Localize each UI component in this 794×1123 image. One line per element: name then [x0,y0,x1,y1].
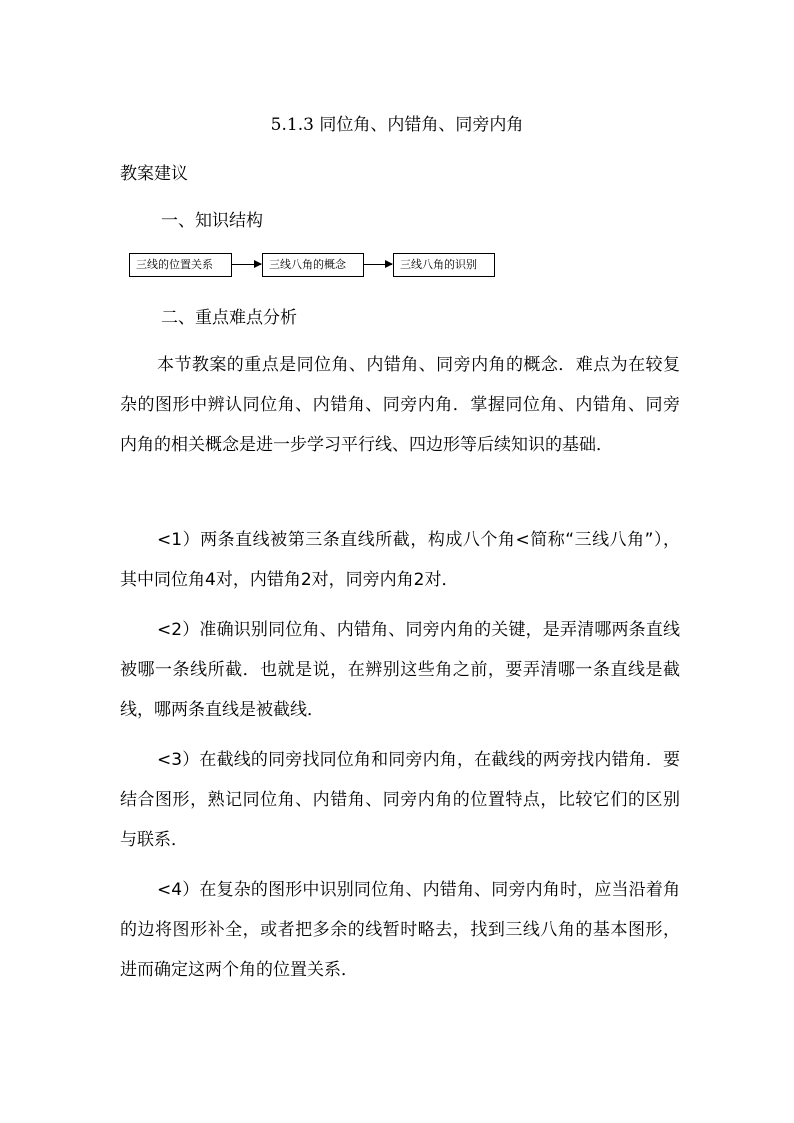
flowchart-arrow-2 [364,264,392,265]
section-key-difficulty: 二、重点难点分析 [161,308,297,328]
flowchart-box-positional-relation: 三线的位置关系 [129,253,232,277]
flowchart-box-concept: 三线八角的概念 [262,253,364,277]
document-title: 5.1.3 同位角、内错角、同旁内角 [270,115,524,135]
section-knowledge-structure: 一、知识结构 [161,211,263,231]
heading-lesson-suggestion: 教案建议 [120,164,188,184]
paragraph-item-2: <2）准确识别同位角、内错角、同旁内角的关键，是弄清哪两条直线被哪一条线所截．也就是说，在辨别这些角之前，要弄清哪一条直线是截线，哪两条直线是被截线． [120,620,680,720]
flowchart-arrow-1 [232,264,261,265]
paragraph-item-3: <3）在截线的同旁找同位角和同旁内角，在截线的两旁找内错角．要结合图形，熟记同位角、内错角、同旁内角的位置特点，比较它们的区别与联系． [120,750,680,850]
flowchart-box-identification: 三线八角的识别 [393,253,495,277]
paragraph-item-4: <4）在复杂的图形中识别同位角、内错角、同旁内角时，应当沿着角的边将图形补全，或者把多余的线暂时略去，找到三线八角的基本图形，进而确定这两个角的位置关系． [120,880,680,980]
paragraph-key-points: 本节教案的重点是同位角、内错角、同旁内角的概念．难点为在较复杂的图形中辨认同位角、内错角、同旁内角．掌握同位角、内错角、同旁内角的相关概念是进一步学习平行线、四边形等后续知识的基础． [120,355,680,455]
paragraph-item-1: <1）两条直线被第三条直线所截，构成八个角<简称“三线八角”），其中同位角4对，内错角2对，同旁内角2对． [120,530,680,590]
